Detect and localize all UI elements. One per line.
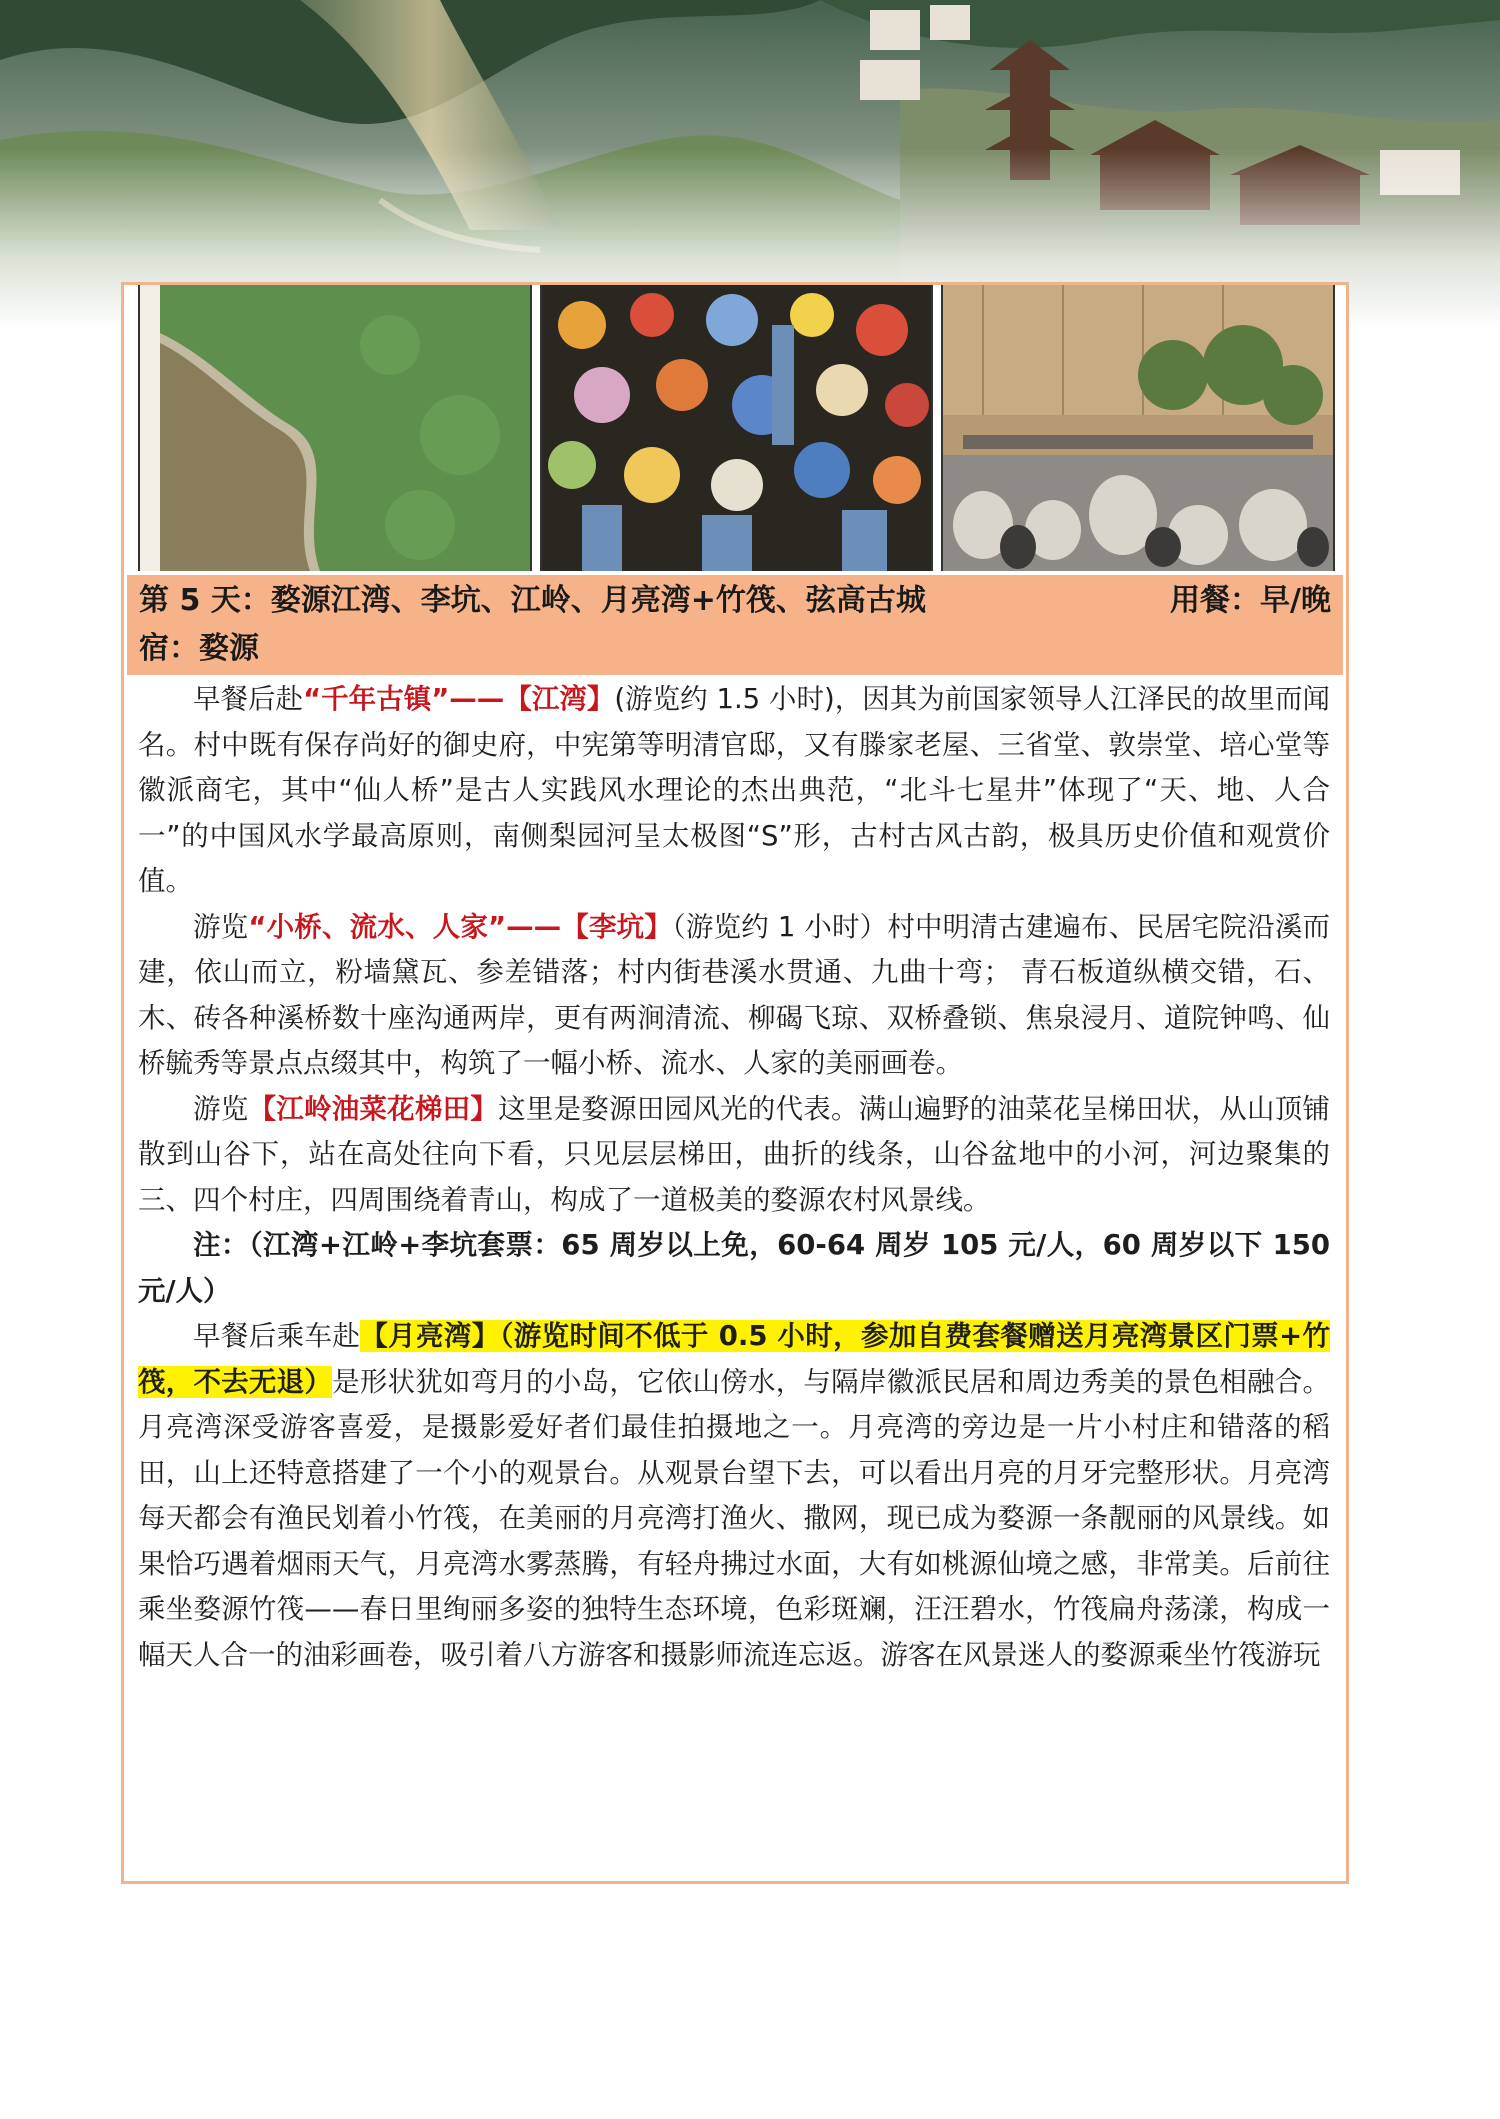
header-banner-photo: [0, 0, 1500, 330]
paragraph-jiangwan: [138, 677, 1330, 905]
photo-aerial-river-grassland: [138, 285, 532, 571]
day-header: [127, 575, 1343, 675]
photo-pottery-shop: [941, 285, 1335, 571]
text: 早餐后赴: [193, 683, 304, 715]
text: (游览约 1.5 小时)，因其为前国家领导人江泽民的故里而闻名。村中既有保存尚好的御史府，中宪第等明清官邸，又有滕家老屋、三省堂、敦崇堂、培心堂等徽派商宅，其中“仙人桥”是古人实践风水理论的杰出典范，“北斗七星井”体现了“天、地、人合一”的中国风水学最高原则，南侧梨园河呈太极图“S”形，古村古风古韵，极具历史价值和观赏价值。: [138, 683, 1330, 897]
text: （游览约 1 小时）村中明清古建遍布、民居宅院沿溪而建，依山而立，粉墙黛瓦、参差错落；村内街巷溪水贯通、九曲十弯； 青石板道纵横交错，石、木、砖各种溪桥数十座沟通两岸，更有两涧清流、柳碣飞琼、双桥叠锁、焦泉浸月、道院钟鸣、仙桥毓秀等景点点缀其中，构筑了一幅小桥、流水、人家的美丽画卷。: [138, 910, 1330, 1079]
itinerary-frame: [121, 282, 1349, 1884]
text: 这里是婺源田园风光的代表。满山遍野的油菜花呈梯田状，从山顶铺散到山谷下，站在高处往向下看，只见层层梯田，曲折的线条，山谷盆地中的小河，河边聚集的三、四个村庄，四周围绕着青山，构成了一道极美的婺源农村风景线。: [138, 1092, 1331, 1216]
itinerary-body: [138, 677, 1330, 1678]
text: 早餐后乘车赴: [193, 1320, 361, 1352]
highlight-jiangling: 【江岭油菜花梯田】: [248, 1092, 499, 1125]
paragraph-yueliangwan: [138, 1314, 1330, 1678]
banner-fade-overlay: [0, 0, 1500, 330]
ticket-note: 注：（江湾+江岭+李坑套票：65 周岁以上免，60-64 周岁 105 元/人，60 周岁以下 150 元/人）: [138, 1229, 1330, 1307]
highlight-yueliangwan: 【月亮湾】（游览时间不低于 0.5 小时，参加自费套餐赠送月亮湾景区门票+竹筏，不去无退）: [138, 1320, 1331, 1398]
meals-info: 用餐：早/晚: [1170, 583, 1331, 618]
highlight-jiangwan: “千年古镇”——【江湾】: [303, 683, 615, 715]
text: 游览: [193, 910, 249, 943]
lodging-info: 宿：婺源: [139, 631, 259, 666]
photo-ceramic-flowers: [540, 285, 934, 571]
photo-strip: [138, 285, 1335, 571]
paragraph-jiangling: [138, 1087, 1330, 1224]
paragraph-likeng: [138, 905, 1330, 1087]
highlight-likeng: “小桥、流水、人家”——【李坑】: [248, 910, 672, 943]
text: 游览: [193, 1092, 249, 1125]
day-title: 第 5 天：婺源江湾、李坑、江岭、月亮湾+竹筏、弦高古城: [139, 583, 926, 618]
text: 是形状犹如弯月的小岛，它依山傍水，与隔岸徽派民居和周边秀美的景色相融合。月亮湾深受游客喜爱，是摄影爱好者们最佳拍摄地之一。月亮湾的旁边是一片小村庄和错落的稻田，山上还特意搭建了一个小的观景台。从观景台望下去，可以看出月亮的月牙完整形状。月亮湾每天都会有渔民划着小竹筏，在美丽的月亮湾打渔火、撒网，现已成为婺源一条靓丽的风景线。如果恰巧遇着烟雨天气，月亮湾水雾蒸腾，有轻舟拂过水面，大有如桃源仙境之感，非常美。后前往乘坐婺源竹筏——春日里绚丽多姿的独特生态环境，色彩斑斓，汪汪碧水，竹筏扁舟荡漾，构成一幅天人合一的油彩画卷，吸引着八方游客和摄影师流连忘返。游客在风景迷人的婺源乘坐竹筏游玩: [138, 1365, 1331, 1671]
